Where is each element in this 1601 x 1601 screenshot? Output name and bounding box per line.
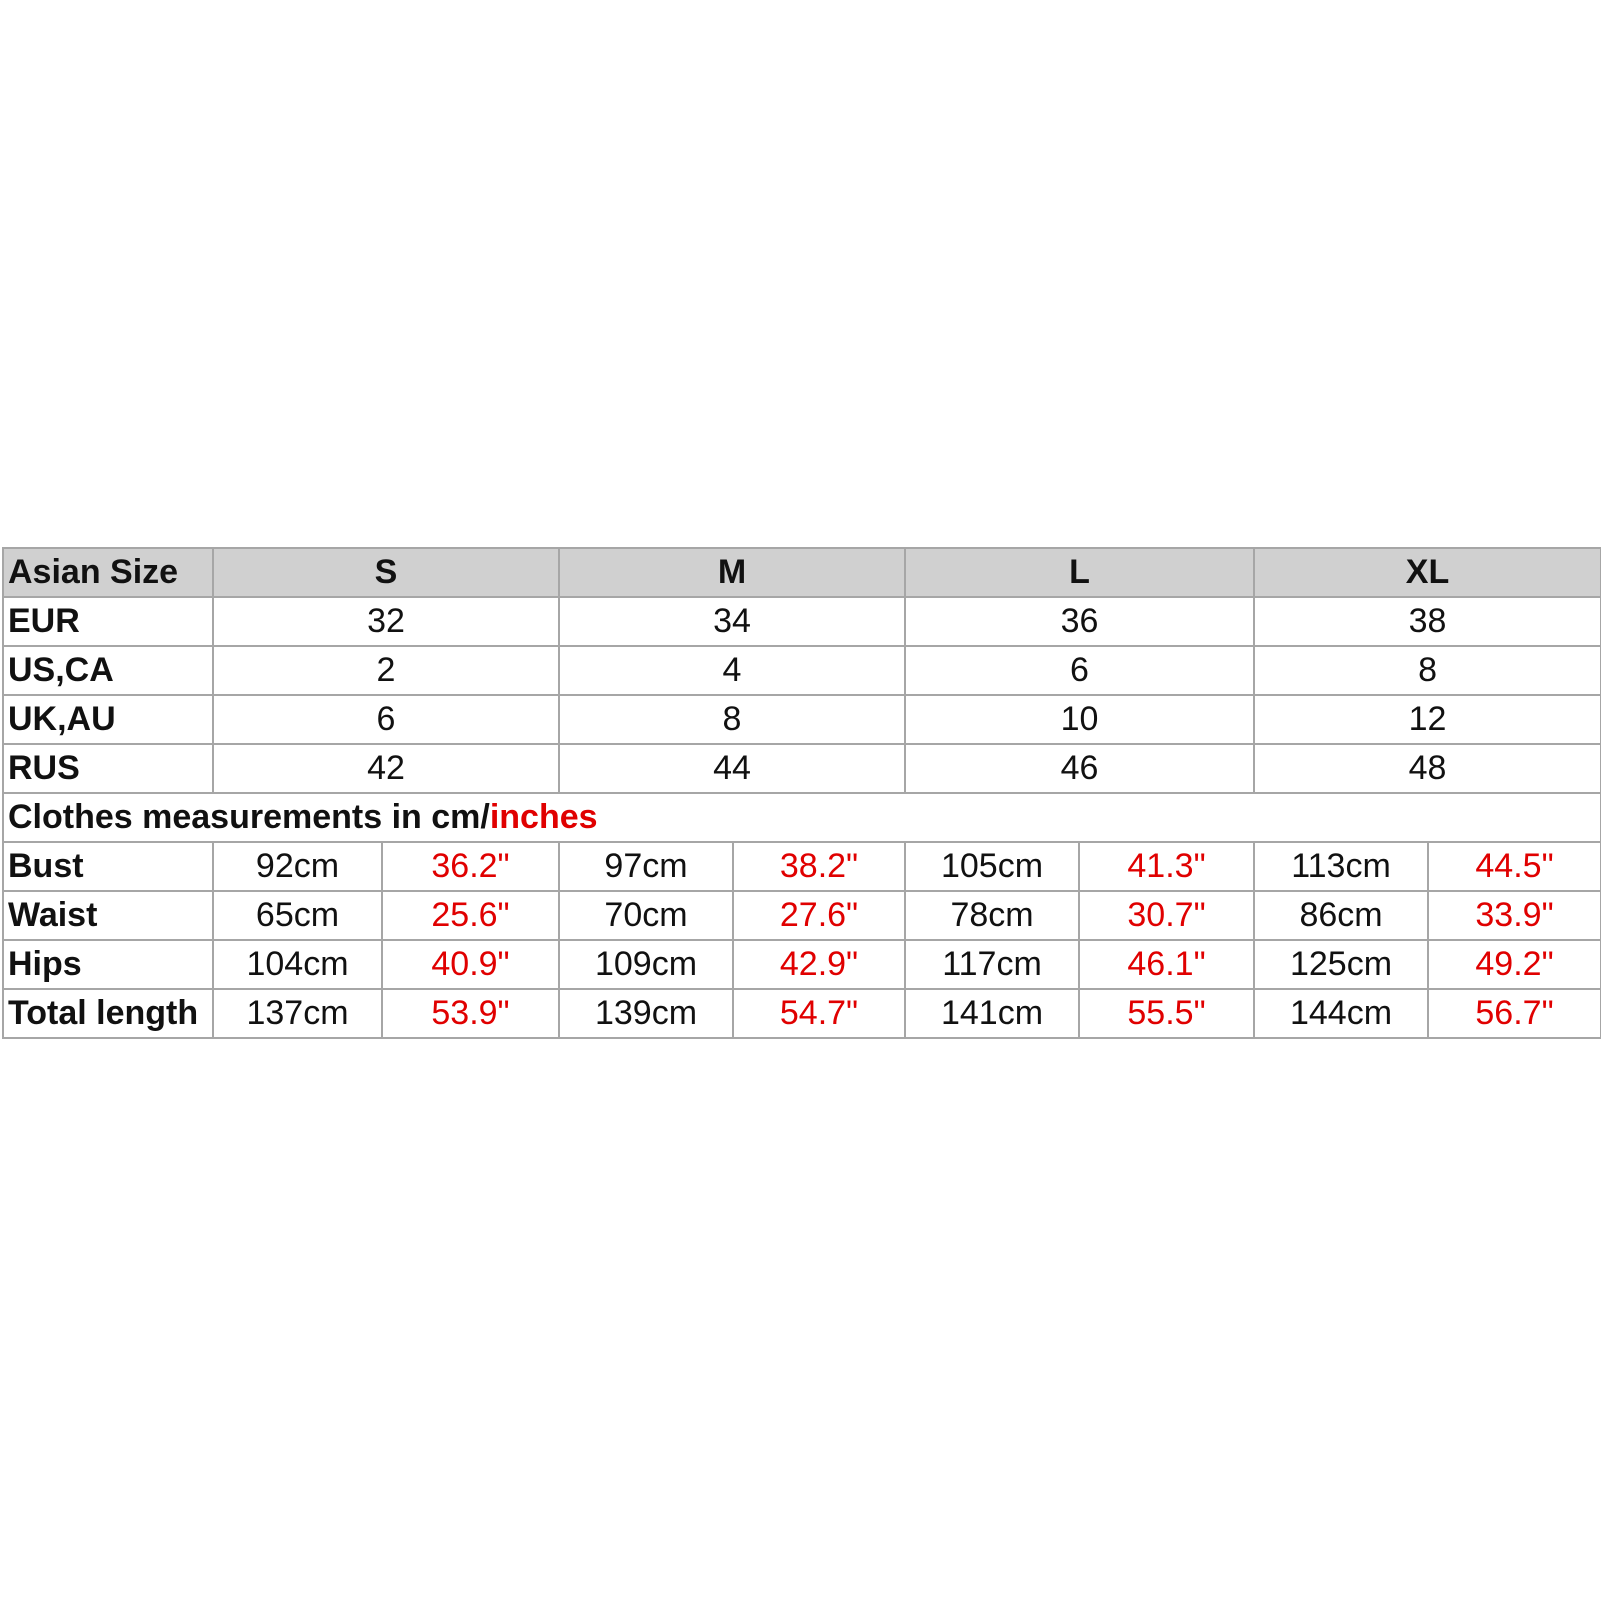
- measurement-inch: 49.2": [1428, 940, 1601, 989]
- measurement-cm: 97cm: [559, 842, 733, 891]
- row-label: Total length: [3, 989, 213, 1038]
- row-label: Bust: [3, 842, 213, 891]
- conversion-value: 8: [1254, 646, 1601, 695]
- conversion-row-us-ca: [3, 646, 1601, 695]
- size-header-label: Asian Size: [3, 548, 213, 597]
- measurement-cm: 125cm: [1254, 940, 1428, 989]
- measurement-inch: 53.9": [382, 989, 559, 1038]
- measurement-inch: 56.7": [1428, 989, 1601, 1038]
- conversion-value: 44: [559, 744, 905, 793]
- row-label: Hips: [3, 940, 213, 989]
- measurement-inch: 46.1": [1079, 940, 1254, 989]
- measurement-row-hips: [3, 940, 1601, 989]
- measurement-inch: 55.5": [1079, 989, 1254, 1038]
- conversion-row-rus: [3, 744, 1601, 793]
- size-header-row: [3, 548, 1601, 597]
- conversion-row-eur: [3, 597, 1601, 646]
- measurement-row-total-length: [3, 989, 1601, 1038]
- conversion-value: 12: [1254, 695, 1601, 744]
- measurement-inch: 36.2": [382, 842, 559, 891]
- size-header-m: M: [559, 548, 905, 597]
- conversion-value: 4: [559, 646, 905, 695]
- conversion-value: 8: [559, 695, 905, 744]
- measurement-cm: 104cm: [213, 940, 382, 989]
- measurement-cm: 117cm: [905, 940, 1079, 989]
- measurement-inch: 44.5": [1428, 842, 1601, 891]
- measurement-cm: 78cm: [905, 891, 1079, 940]
- measurement-inch: 30.7": [1079, 891, 1254, 940]
- measurement-row-waist: [3, 891, 1601, 940]
- measurement-inch: 25.6": [382, 891, 559, 940]
- conversion-value: 36: [905, 597, 1254, 646]
- conversion-value: 48: [1254, 744, 1601, 793]
- measurement-inch: 54.7": [733, 989, 905, 1038]
- measurement-cm: 65cm: [213, 891, 382, 940]
- measurements-section-row: [3, 793, 1601, 842]
- section-title-unit: inches: [489, 798, 598, 836]
- conversion-value: 46: [905, 744, 1254, 793]
- row-label: EUR: [3, 597, 213, 646]
- measurement-inch: 38.2": [733, 842, 905, 891]
- size-header-l: L: [905, 548, 1254, 597]
- measurement-inch: 41.3": [1079, 842, 1254, 891]
- measurements-section-title: [3, 793, 1601, 842]
- measurement-cm: 105cm: [905, 842, 1079, 891]
- measurement-inch: 33.9": [1428, 891, 1601, 940]
- measurement-cm: 92cm: [213, 842, 382, 891]
- measurement-cm: 109cm: [559, 940, 733, 989]
- section-title-main: Clothes measurements in cm/: [8, 798, 490, 836]
- row-label: RUS: [3, 744, 213, 793]
- size-header-xl: XL: [1254, 548, 1601, 597]
- row-label: Waist: [3, 891, 213, 940]
- measurement-cm: 141cm: [905, 989, 1079, 1038]
- measurement-cm: 137cm: [213, 989, 382, 1038]
- measurement-cm: 113cm: [1254, 842, 1428, 891]
- conversion-value: 34: [559, 597, 905, 646]
- conversion-value: 6: [905, 646, 1254, 695]
- conversion-row-uk-au: [3, 695, 1601, 744]
- conversion-value: 6: [213, 695, 559, 744]
- conversion-value: 10: [905, 695, 1254, 744]
- size-chart-table: [2, 547, 1601, 1039]
- size-header-s: S: [213, 548, 559, 597]
- row-label: UK,AU: [3, 695, 213, 744]
- conversion-value: 32: [213, 597, 559, 646]
- conversion-value: 38: [1254, 597, 1601, 646]
- measurement-row-bust: [3, 842, 1601, 891]
- conversion-value: 2: [213, 646, 559, 695]
- measurement-cm: 139cm: [559, 989, 733, 1038]
- conversion-value: 42: [213, 744, 559, 793]
- measurement-inch: 27.6": [733, 891, 905, 940]
- measurement-cm: 86cm: [1254, 891, 1428, 940]
- measurement-inch: 40.9": [382, 940, 559, 989]
- measurement-cm: 70cm: [559, 891, 733, 940]
- measurement-cm: 144cm: [1254, 989, 1428, 1038]
- row-label: US,CA: [3, 646, 213, 695]
- measurement-inch: 42.9": [733, 940, 905, 989]
